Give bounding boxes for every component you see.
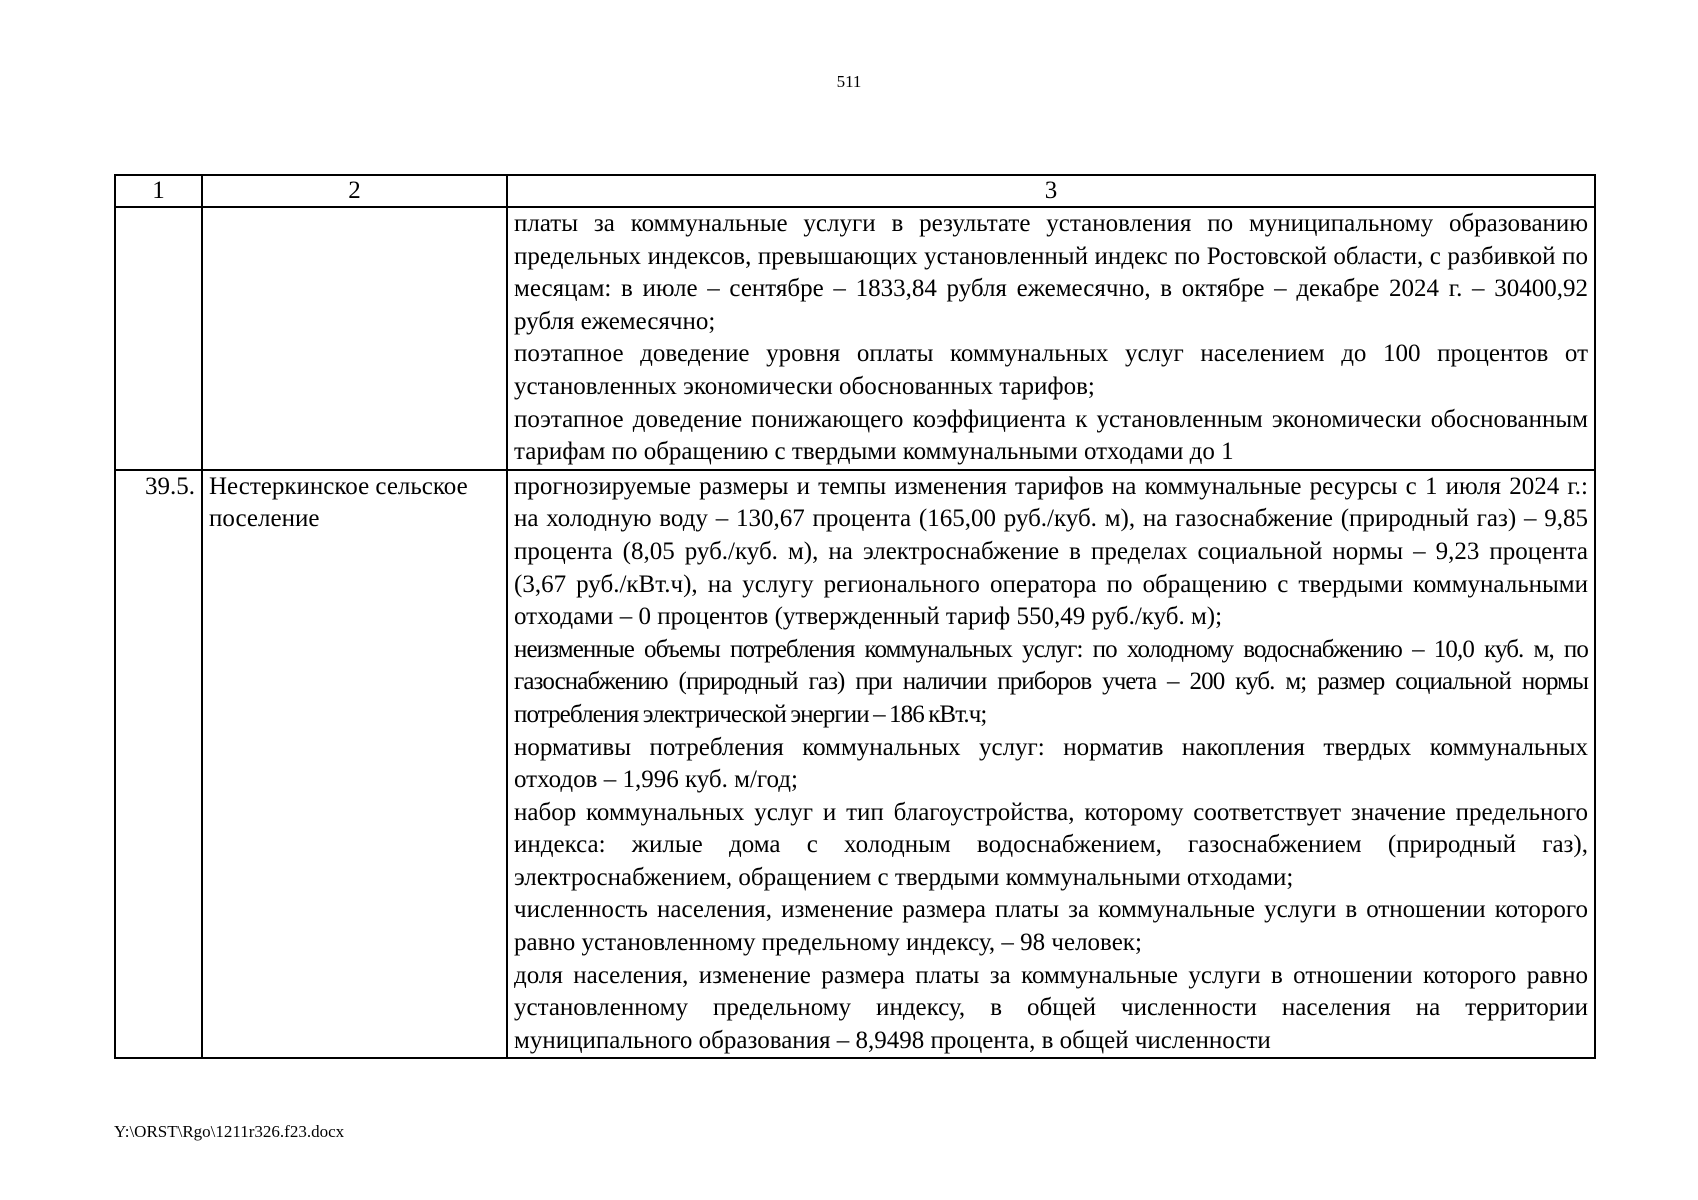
- municipality-name-cell: [202, 207, 507, 470]
- footer-file-path: Y:\ORST\Rgo\1211r326.f23.docx: [114, 1122, 345, 1141]
- paragraph: набор коммунальных услуг и тип благоустройства, которому соответствует значение предельного индекса: жилые дома с холодным водоснабжением, газоснабжением (природный газ), электроснабжением, обращением с твердыми коммунальными отходами;: [514, 798, 1588, 891]
- table-row: [115, 207, 1595, 470]
- row-number-cell: 39.5.: [115, 470, 202, 1059]
- paragraph: доля населения, изменение размера платы за коммунальные услуги в отношении которого равно установленному предельному индексу, в общей численности населения на территории муниципального образования – 8,9498 процента, в общей численности: [514, 961, 1588, 1054]
- table-header-row: [115, 175, 1595, 207]
- paragraph: поэтапное доведение уровня оплаты коммунальных услуг населением до 100 процентов от установленных экономически обоснованных тарифов;: [514, 340, 1588, 400]
- paragraph: численность населения, изменение размера платы за коммунальные услуги в отношении которого равно установленному предельному индексу, – 98 человек;: [514, 896, 1588, 957]
- description-cell: [507, 207, 1595, 470]
- paragraph: неизменные объемы потребления коммунальных услуг: по холодному водоснабжению – 10,0 куб. м, по газоснабжению (природный газ) при наличии приборов учета – 200 куб. м; размер социальной нормы потребления электрической энергии – 186 кВт.ч;: [514, 635, 1588, 728]
- paragraph: прогнозируемые размеры и темпы изменения тарифов на коммунальные ресурсы с 1 июля 2024 г.: на холодную воду – 130,67 процента (165,00 руб./куб. м), на газоснабжение (природный газ) – 9,85 процента (8,05 руб./куб. м), на электроснабжение в пределах социальной нормы – 9,23 процента (3,67 руб./кВт.ч), на услугу регионального оператора по обращению с твердыми коммунальными отходами – 0 процентов (утвержденный тариф 550,49 руб./куб. м);: [514, 472, 1588, 631]
- column-header-3: 3: [507, 175, 1595, 207]
- paragraph: нормативы потребления коммунальных услуг: норматив накопления твердых коммунальных отходов – 1,996 куб. м/год;: [514, 733, 1588, 794]
- table-row: [115, 470, 1595, 1059]
- description-cell: [507, 470, 1595, 1059]
- paragraph: поэтапное доведение понижающего коэффициента к установленным экономически обоснованным тарифам по обращению с твердыми коммунальными отходами до 1: [514, 405, 1588, 466]
- column-header-2: 2: [202, 175, 507, 207]
- municipality-name-cell: Нестеркинское сельское поселение: [202, 470, 507, 1059]
- document-table: [114, 174, 1596, 1059]
- row-number-cell: [115, 207, 202, 470]
- paragraph: платы за коммунальные услуги в результате установления по муниципальному образованию предельных индексов, превышающих установленный индекс по Ростовской области, с разбивкой по месяцам: в июле – сентябре – 1833,84 рубля ежемесячно, в октябре – декабре 2024 г. – 30400,92 рубля ежемесячно;: [514, 210, 1588, 335]
- column-header-1: 1: [115, 175, 202, 207]
- page-number: 511: [836, 72, 862, 91]
